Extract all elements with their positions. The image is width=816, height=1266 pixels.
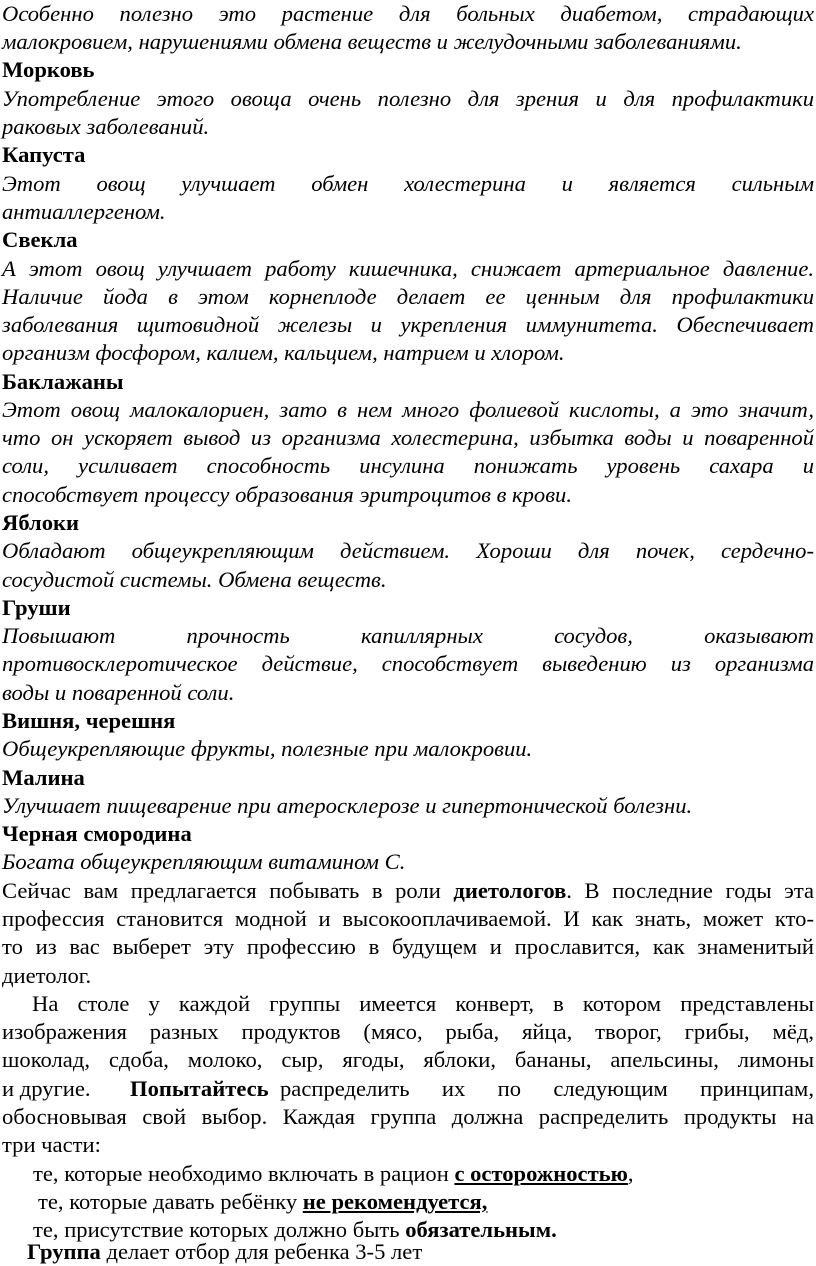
eggplant-line-2: что он ускоряет вывод из организма холестерина, избытка воды и поваренной [2, 425, 814, 450]
heading-carrot: Морковь [2, 57, 95, 82]
option-caution-comma: , [627, 1161, 634, 1186]
task-p1-line-3: то из вас выберет эту профессию в будущем и прославится, как знаменитый [2, 934, 814, 959]
task-p2-line-5: обосновывая свой выбор. Каждая группа должна распределить продукты на [2, 1104, 814, 1129]
task-p1-bold-dietologists: диетологов [453, 878, 567, 903]
eggplant-line-1: Этот овощ малокалориен, зато в нем много фолиевой кислоты, а это значит, [2, 397, 814, 422]
task-p1-line-4: диетолог. [2, 963, 92, 988]
option-caution-text: те, которые необходимо включать в рацион [33, 1161, 455, 1186]
intro-line-2: малокровием, нарушениями обмена веществ и желудочными заболеваниями. [2, 29, 742, 54]
task-p2-line-2: изображения разных продуктов (мясо, рыба, яйца, творог, грибы, мёд, [2, 1019, 814, 1044]
group-selection-text: делает отбор для ребенка 3-5 лет [100, 1239, 423, 1264]
eggplant-line-4: способствует процессу образования эритроцитов в крови. [2, 482, 572, 507]
option-mandatory-text: те, присутствие которых должно быть [33, 1217, 406, 1242]
heading-apples: Яблоки [2, 510, 80, 535]
cherry-line-1: Общеукрепляющие фрукты, полезные при малокровии. [2, 736, 533, 761]
task-p2-line-4 [2, 1075, 814, 1103]
task-p1-text-a: Сейчас вам предлагается побывать в роли [2, 878, 454, 903]
option-caution-bold: с осторожностью [454, 1161, 628, 1186]
task-p2-line-3: шоколад, сдоба, молоко, сыр, ягоды, яблоки, бананы, апельсины, лимоны [2, 1047, 814, 1072]
pears-line-3: воды и поваренной соли. [2, 680, 235, 705]
task-p2-text-others: и другие. [2, 1076, 91, 1101]
task-p1-line-2: профессия становится модной и высокооплачиваемой. И как знать, может кто- [2, 906, 814, 931]
task-p1-text-c: . В последние годы эта [566, 878, 814, 903]
task-p2-bold-try: Попытайтесь [130, 1076, 269, 1101]
intro-line-1: Особенно полезно это растение для больных диабетом, страдающих [2, 1, 814, 26]
heading-cherry: Вишня, черешня [2, 708, 176, 733]
eggplant-line-3: соли, усиливает способность инсулина понижать уровень сахара и [2, 453, 814, 478]
apples-line-1: Обладают общеукрепляющим действием. Хороши для почек, сердечно- [2, 538, 814, 563]
raspberry-line-1: Улучшает пищеварение при атеросклерозе и гипертонической болезни. [2, 793, 693, 818]
beet-line-2: Наличие йода в этом корнеплоде делает ее ценным для профилактики [2, 284, 814, 309]
group-bold: Группа [27, 1239, 101, 1264]
task-p2-line-6: три части: [2, 1132, 101, 1157]
apples-line-2: сосудистой системы. Обмена веществ. [2, 567, 387, 592]
option-not-recommended-text: те, которые давать ребёнку [38, 1189, 303, 1214]
group-selection-line [27, 1238, 816, 1266]
task-p1-line-1 [2, 877, 814, 905]
option-caution [33, 1160, 816, 1188]
cabbage-line-1: Этот овощ улучшает обмен холестерина и является сильным [2, 171, 814, 196]
pears-line-1: Повышают прочность капиллярных сосудов, оказывают [2, 623, 814, 648]
heading-beet: Свекла [2, 227, 78, 252]
heading-raspberry: Малина [2, 765, 85, 790]
beet-line-3: заболевания щитовидной железы и укрепления иммунитета. Обеспечивает [2, 312, 814, 337]
cabbage-line-2: антиаллергеном. [2, 199, 166, 224]
carrot-line-2: раковых заболеваний. [2, 114, 210, 139]
option-mandatory-bold: обязательным. [405, 1217, 557, 1242]
blackcurrant-line-1: Богата общеукрепляющим витамином С. [2, 849, 406, 874]
option-not-recommended [38, 1188, 816, 1216]
heading-blackcurrant: Черная смородина [2, 821, 192, 846]
beet-line-1: А этот овощ улучшает работу кишечника, снижает артериальное давление. [2, 256, 814, 281]
task-p2-text-distribute: распределить их по следующим принципам, [280, 1076, 814, 1101]
option-not-recommended-bold: не рекомендуется, [302, 1189, 488, 1214]
task-p2-line-1: На столе у каждой группы имеется конверт, в котором представлены [32, 991, 814, 1016]
pears-line-2: противосклеротическое действие, способствует выведению из организма [2, 651, 814, 676]
carrot-line-1: Употребление этого овоща очень полезно для зрения и для профилактики [2, 86, 814, 111]
heading-cabbage: Капуста [2, 142, 86, 167]
beet-line-4: организм фосфором, калием, кальцием, натрием и хлором. [2, 340, 565, 365]
heading-eggplant: Баклажаны [2, 369, 124, 394]
heading-pears: Груши [2, 595, 71, 620]
